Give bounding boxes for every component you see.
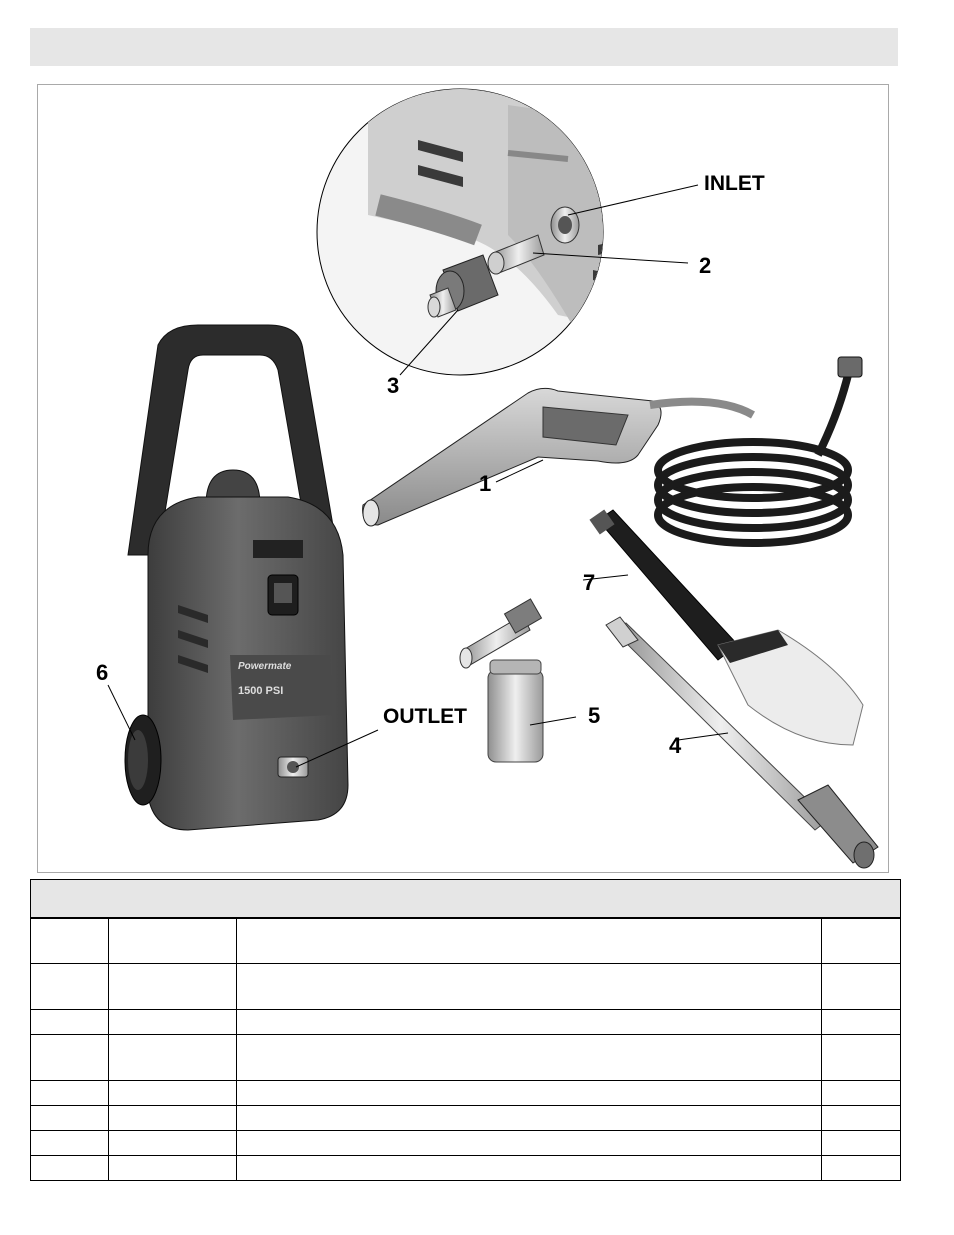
table-cell [822,1106,901,1131]
table-row [31,918,901,964]
table-cell [108,1010,236,1035]
detergent-bottle [460,599,543,762]
table-cell [822,1081,901,1106]
callout-7: 7 [583,570,596,595]
table-cell [31,1035,109,1081]
table-row [31,1081,901,1106]
parts-table [30,879,901,1181]
table-cell [822,964,901,1010]
inlet-label: INLET [704,172,765,195]
table-title-row [31,880,901,918]
parts-illustration [37,84,889,873]
table-cell [108,1035,236,1081]
table-cell [236,1081,821,1106]
callout-1: 1 [479,471,492,496]
table-row [31,1106,901,1131]
pressure-washer-unit [125,325,348,830]
table-cell [822,918,901,964]
table-cell [108,918,236,964]
callout-5: 5 [588,703,601,728]
table-cell [108,1131,236,1156]
table-cell [236,1156,821,1181]
table-cell [31,1106,109,1131]
table-cell [108,1156,236,1181]
table-cell [108,1106,236,1131]
illustration-svg [38,85,890,874]
psi-rating: 1500 PSI [238,685,284,697]
table-row [31,1156,901,1181]
table-cell [822,1010,901,1035]
outlet-label: OUTLET [383,705,467,728]
table-cell [822,1156,901,1181]
table-cell [31,1156,109,1181]
inlet-detail-inset [317,85,658,375]
table-cell [822,1131,901,1156]
table-cell [236,1035,821,1081]
table-title-cell [31,880,901,918]
table-cell [108,964,236,1010]
table-row [31,964,901,1010]
callout-4: 4 [669,733,682,758]
table-cell [31,1081,109,1106]
header-bar [30,28,898,66]
callout-2: 2 [699,253,712,278]
table-cell [236,1131,821,1156]
table-cell [236,1106,821,1131]
table-cell [236,1010,821,1035]
callout-3: 3 [387,373,400,398]
table-cell [822,1035,901,1081]
table-cell [31,1131,109,1156]
table-row [31,1010,901,1035]
table-cell [31,964,109,1010]
brand-logo: Powermate [238,661,292,672]
table-cell [108,1081,236,1106]
callout-6: 6 [96,660,109,685]
table-cell [236,918,821,964]
table-cell [31,918,109,964]
table-row [31,1131,901,1156]
table-row [31,1035,901,1081]
table-cell [31,1010,109,1035]
table-cell [236,964,821,1010]
